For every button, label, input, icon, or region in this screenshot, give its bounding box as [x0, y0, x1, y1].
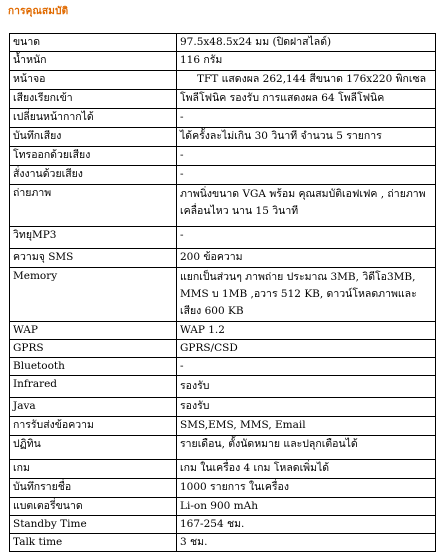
spec-key: ความจุ SMS [10, 249, 177, 268]
spec-key: WAP [10, 322, 177, 340]
table-row [10, 534, 436, 552]
table-row [10, 358, 436, 376]
table-row [10, 398, 436, 417]
spec-key: แบตเตอรี่ขนาด [10, 498, 177, 516]
spec-key: Memory [10, 268, 177, 322]
table-row [10, 166, 436, 185]
table-row [10, 34, 436, 52]
spec-key: Talk time [10, 534, 177, 552]
table-row [10, 376, 436, 398]
spec-value: - [177, 166, 436, 185]
spec-value: รองรับ [177, 376, 436, 398]
spec-value: 97.5x48.5x24 มม (ปิดฝาสไลด์) [177, 34, 436, 52]
table-row [10, 227, 436, 249]
spec-table [9, 33, 436, 552]
spec-key: บันทึกเสียง [10, 128, 177, 147]
spec-key: เกม [10, 460, 177, 479]
spec-key: Standby Time [10, 516, 177, 534]
spec-value: รายเดือน, ตั้งนัดหมาย และปลุกเตือนได้ [177, 436, 436, 460]
spec-value: TFT แสดงผล 262,144 สีขนาด 176x220 พิกเซล [177, 71, 436, 90]
spec-key: น้ำหนัก [10, 52, 177, 71]
spec-value: ภาพนิ่งขนาด VGA พร้อม คุณสมบัติเอฟเฟค , ถ่ายภาพเคลื่อนไหว นาน 15 วินาที [177, 185, 436, 227]
spec-value: เกม ในเครื่อง 4 เกม โหลดเพิ่มได้ [177, 460, 436, 479]
spec-value: - [177, 109, 436, 128]
spec-value: รองรับ [177, 398, 436, 417]
spec-value: SMS,EMS, MMS, Email [177, 417, 436, 436]
table-row [10, 52, 436, 71]
table-row [10, 322, 436, 340]
spec-key: การรับส่งข้อความ [10, 417, 177, 436]
spec-key: GPRS [10, 340, 177, 358]
spec-value: ได้ครั้งละไม่เกิน 30 วินาที จำนวน 5 รายการ [177, 128, 436, 147]
spec-key: บันทึกรายชื่อ [10, 479, 177, 498]
table-row [10, 109, 436, 128]
spec-value: - [177, 147, 436, 166]
spec-value: 116 กรัม [177, 52, 436, 71]
spec-key: สั่งงานด้วยเสียง [10, 166, 177, 185]
spec-value: 1000 รายการ ในเครื่อง [177, 479, 436, 498]
page-title: การคุณสมบัติ [8, 6, 69, 17]
table-row [10, 147, 436, 166]
spec-key: Bluetooth [10, 358, 177, 376]
spec-value: 167-254 ชม. [177, 516, 436, 534]
table-row [10, 417, 436, 436]
table-row [10, 460, 436, 479]
spec-value: Li-on 900 mAh [177, 498, 436, 516]
spec-value: 3 ชม. [177, 534, 436, 552]
spec-value: GPRS/CSD [177, 340, 436, 358]
table-row [10, 268, 436, 322]
spec-key: วิทยุMP3 [10, 227, 177, 249]
table-row [10, 436, 436, 460]
spec-key: เปลี่ยนหน้ากากได้ [10, 109, 177, 128]
spec-key: ถ่ายภาพ [10, 185, 177, 227]
spec-value: - [177, 227, 436, 249]
spec-key: โทรออกด้วยเสียง [10, 147, 177, 166]
spec-key: ปฏิทิน [10, 436, 177, 460]
spec-key: Java [10, 398, 177, 417]
table-row [10, 340, 436, 358]
table-row [10, 71, 436, 90]
table-row [10, 516, 436, 534]
table-row [10, 249, 436, 268]
spec-key: เสียงเรียกเข้า [10, 90, 177, 109]
spec-value: 200 ข้อความ [177, 249, 436, 268]
spec-key: Infrared [10, 376, 177, 398]
spec-key: หน้าจอ [10, 71, 177, 90]
spec-key: ขนาด [10, 34, 177, 52]
table-row [10, 185, 436, 227]
table-row [10, 128, 436, 147]
spec-value: - [177, 358, 436, 376]
spec-value: โพลีโฟนิค รองรับ การแสดงผล 64 โพลีโฟนิค [177, 90, 436, 109]
spec-value: WAP 1.2 [177, 322, 436, 340]
table-row [10, 498, 436, 516]
spec-value: แยกเป็นส่วนๆ ภาพถ่าย ประมาณ 3MB, วิดีโอ3MB, MMS บ 1MB ,อวาร 512 KB, ดาวน์โหลดภาพและเสียง 600 KB [177, 268, 436, 322]
table-row [10, 479, 436, 498]
table-row [10, 90, 436, 109]
